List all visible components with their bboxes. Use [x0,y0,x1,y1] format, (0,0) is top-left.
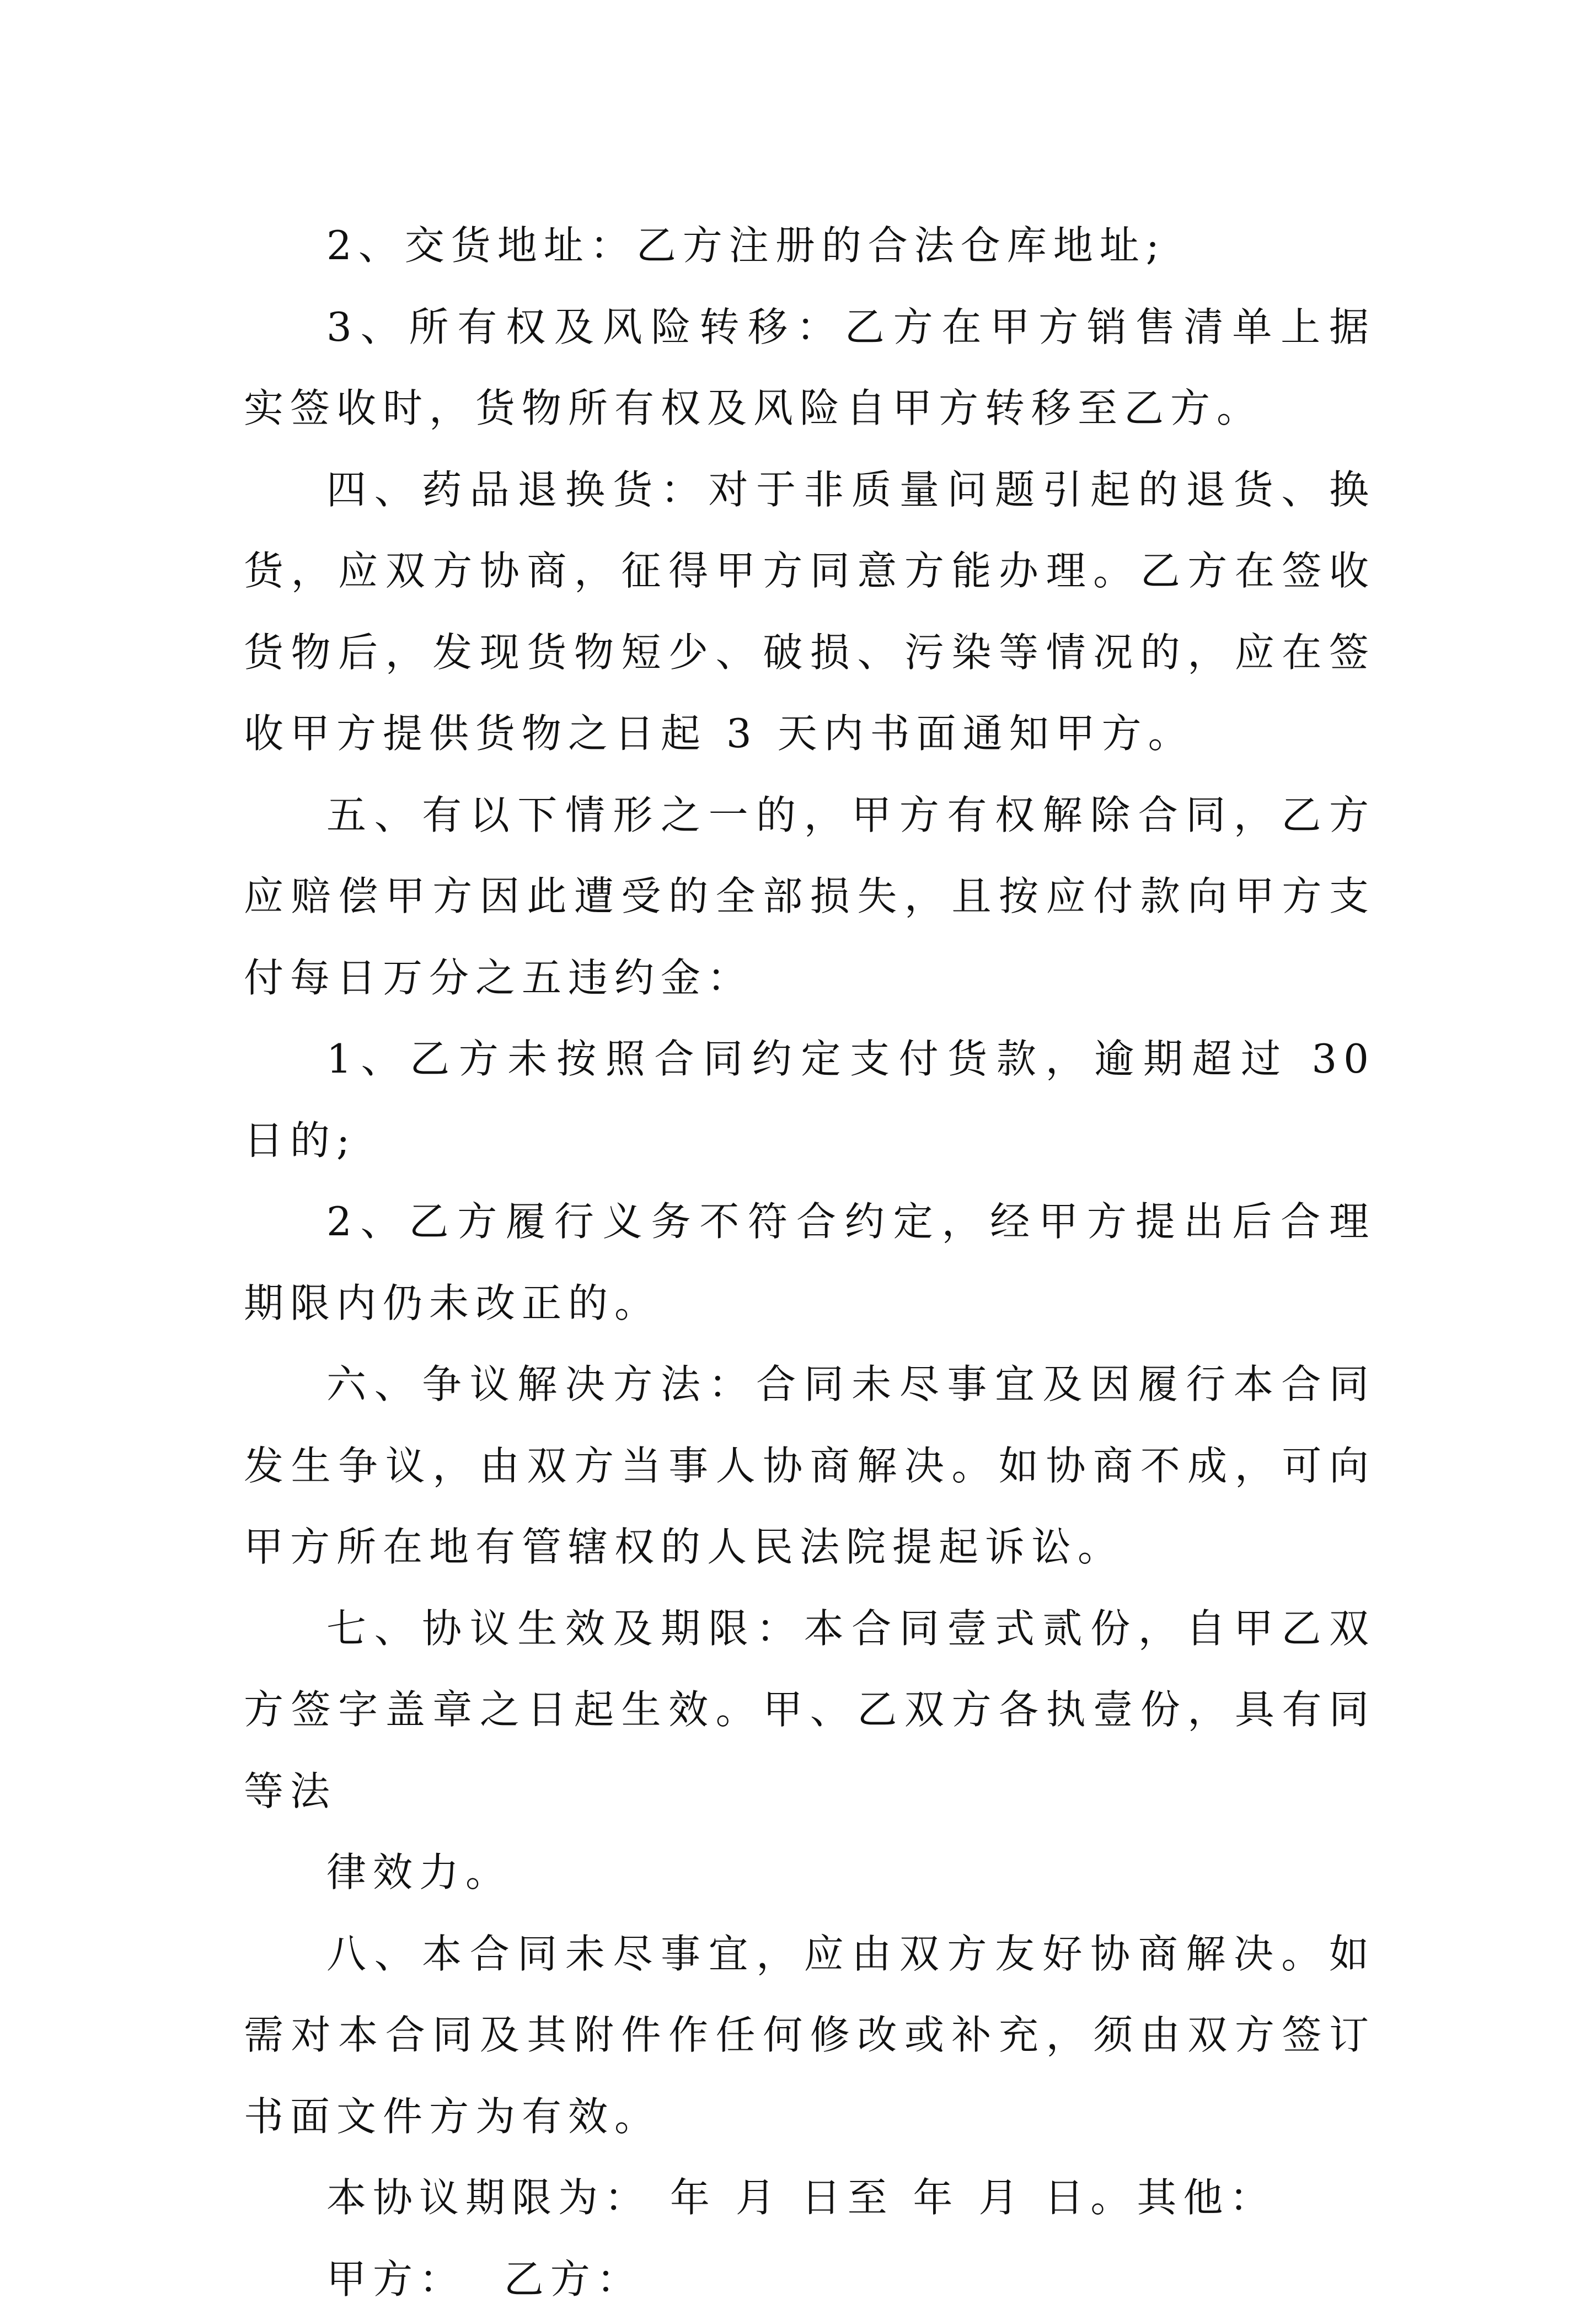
clause-termination-item-1: 1、乙方未按照合同约定支付货款，逾期超过 30 日的; [244,1019,1375,1181]
clause-amendments: 八、本合同未尽事宜，应由双方友好协商解决。如需对本合同及其附件作任何修改或补充，须由双方签订书面文件方为有效。 [244,1914,1375,2158]
clause-returns: 四、药品退换货：对于非质量问题引起的退货、换货，应双方协商，征得甲方同意方能办理。乙方在签收货物后，发现货物短少、破损、污染等情况的，应在签收甲方提供货物之日起 3 天内书面通知甲方。 [244,449,1375,775]
clause-termination-item-2: 2、乙方履行义务不符合约定，经甲方提出后合理期限内仍未改正的。 [244,1181,1375,1344]
agreement-term-line: 本协议期限为： 年 月 日至 年 月 日。其他： [244,2157,1375,2239]
clause-ownership-transfer: 3、所有权及风险转移：乙方在甲方销售清单上据实签收时，货物所有权及风险自甲方转移至乙方。 [244,287,1375,449]
clause-dispute-resolution: 六、争议解决方法：合同未尽事宜及因履行本合同发生争议，由双方当事人协商解决。如协商不成，可向甲方所在地有管辖权的人民法院提起诉讼。 [244,1344,1375,1588]
clause-termination: 五、有以下情形之一的，甲方有权解除合同，乙方应赔偿甲方因此遭受的全部损失，且按应付款向甲方支付每日万分之五违约金： [244,775,1375,1019]
document-body [244,205,1375,2320]
clause-effectiveness: 七、协议生效及期限：本合同壹式贰份，自甲乙双方签字盖章之日起生效。甲、乙双方各执壹份，具有同等法 [244,1588,1375,1833]
clause-delivery-address: 2、交货地址：乙方注册的合法仓库地址; [244,205,1375,287]
signature-line: 甲方： 乙方： [244,2239,1375,2320]
clause-effectiveness-continued: 律效力。 [244,1832,1375,1914]
